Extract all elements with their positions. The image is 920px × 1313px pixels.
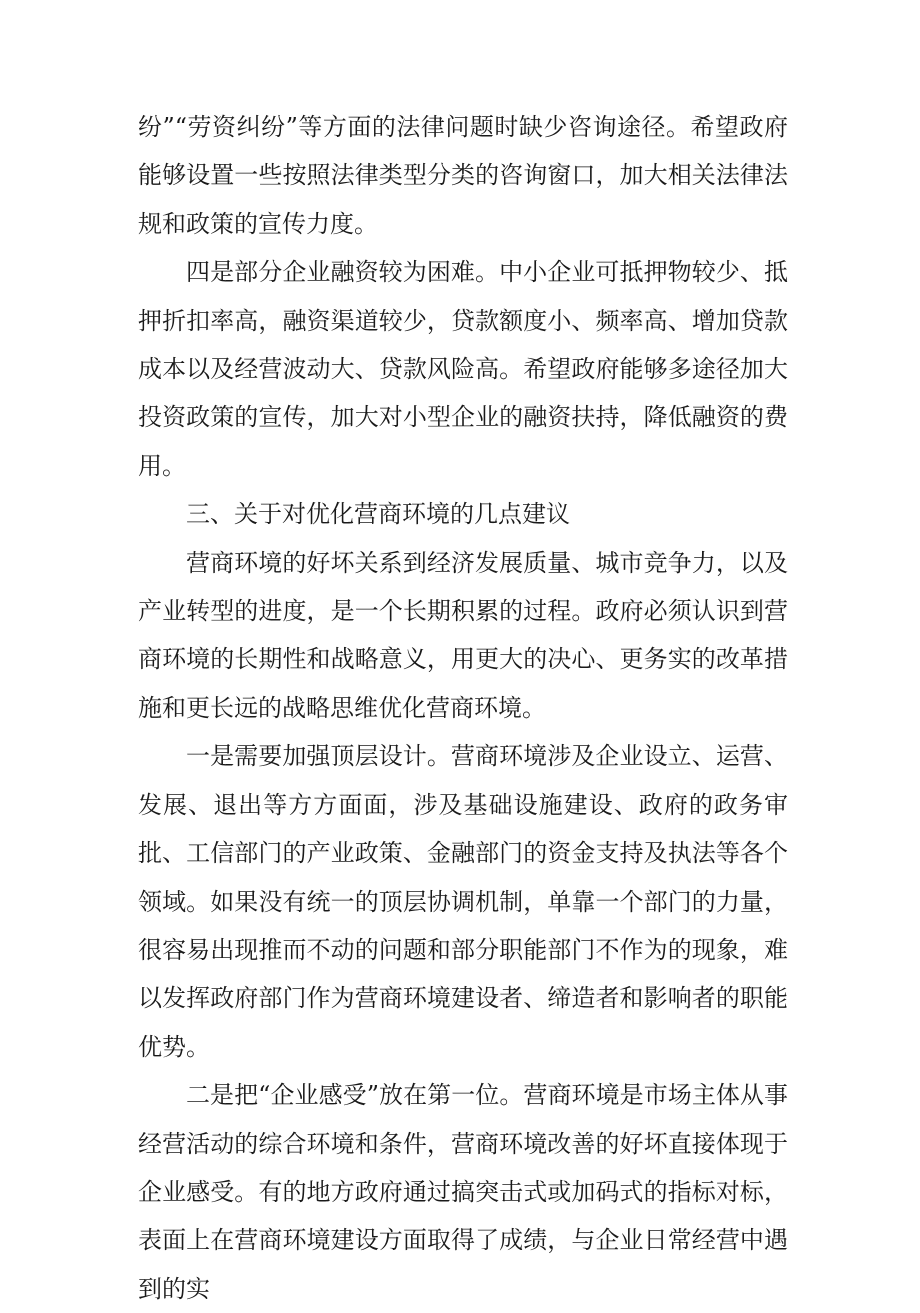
paragraph-top-level-design: 一是需要加强顶层设计。营商环境涉及企业设立、运营、发展、退出等方方面面，涉及基础设施建设、政府的政务审批、工信部门的产业政策、金融部门的资金支持及执法等各个领域。如果没有统一的顶层协调机制，单靠一个部门的力量，很容易出现推而不动的问题和部分职能部门不作为的现象，难以发挥政府部门作为营商环境建设者、缔造者和影响者的职能优势。 bbox=[138, 742, 788, 1061]
section-heading-suggestions: 三、关于对优化营商环境的几点建议 bbox=[186, 500, 570, 529]
paragraph-enterprise-experience: 二是把“企业感受”放在第一位。营商环境是市场主体从事经营活动的综合环境和条件，营商环境改善的好坏直接体现于企业感受。有的地方政府通过搞突击式或加码式的指标对标，表面上在营商环境建设方面取得了成绩，与企业日常经营中遇到的实 bbox=[138, 1081, 788, 1303]
paragraph-legal-consulting: 纷”“劳资纠纷”等方面的法律问题时缺少咨询途径。希望政府能够设置一些按照法律类型分类的咨询窗口，加大相关法律法规和政策的宣传力度。 bbox=[138, 113, 788, 238]
paragraph-financing-difficulty: 四是部分企业融资较为困难。中小企业可抵押物较少、抵押折扣率高，融资渠道较少，贷款额度小、频率高、增加贷款成本以及经营波动大、贷款风险高。希望政府能够多途径加大投资政策的宣传，加大对小型企业的融资扶持，降低融资的费用。 bbox=[138, 258, 788, 480]
paragraph-business-environment-intro: 营商环境的好坏关系到经济发展质量、城市竞争力，以及产业转型的进度，是一个长期积累的过程。政府必须认识到营商环境的长期性和战略意义，用更大的决心、更务实的改革措施和更长远的战略思维优化营商环境。 bbox=[138, 548, 788, 722]
document-body bbox=[138, 103, 788, 1313]
